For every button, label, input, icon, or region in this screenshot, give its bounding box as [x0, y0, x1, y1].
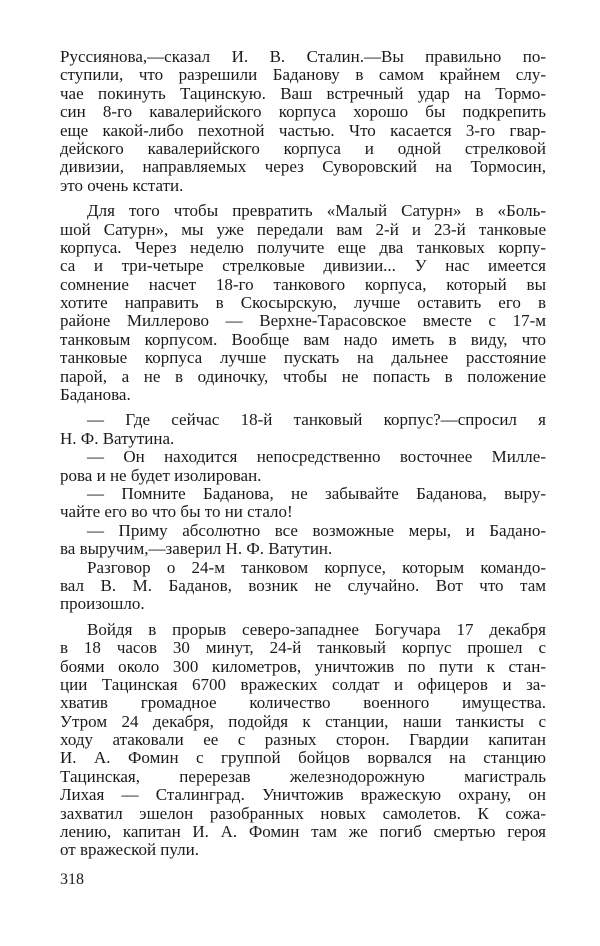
- page-number: 318: [60, 871, 84, 888]
- text-line: еще какой-либо пехотной частью. Что касается 3-го гвар-: [60, 120, 546, 140]
- paragraph: [60, 411, 546, 448]
- text-line: это очень кстати.: [60, 175, 184, 195]
- text-line: Баданова.: [60, 385, 131, 405]
- text-line: шой Сатурн», мы уже передали вам 2-й и 23-й танковые: [60, 219, 546, 239]
- paragraph: [60, 448, 546, 485]
- text-line: — Помните Баданова, не забывайте Баданова, выру-: [87, 483, 546, 503]
- text-line: районе Миллерово — Верхне-Тарасовское вместе с 17-м: [60, 311, 546, 331]
- text-line: хватив громадное количество военного имущества.: [60, 693, 546, 713]
- text-line: Разговор о 24-м танковом корпусе, которым командо-: [87, 557, 546, 577]
- text-line: танковые корпуса лучше пускать на дальнее расстояние: [60, 348, 546, 368]
- text-line: Войдя в прорыв северо-западнее Богучара 17 декабря: [87, 619, 546, 639]
- text-line: са и три-четыре стрелковые дивизии... У нас имеется: [60, 256, 546, 276]
- text-line: ступили, что разрешили Баданову в самом крайнем слу-: [60, 65, 546, 85]
- text-line: чайте его во что бы то ни стало!: [60, 502, 293, 522]
- text-line: парой, а не в одиночку, чтобы не попасть в положение: [60, 366, 546, 386]
- text-line: хотите направить в Скосырскую, лучше оставить его в: [60, 293, 546, 313]
- text-line: ва выручим,—заверил Н. Ф. Ватутин.: [60, 539, 333, 559]
- text-line: захватил эшелон разобранных новых самолетов. К сожа-: [60, 803, 546, 823]
- text-line: сомнение насчет 18-го танкового корпуса, который вы: [60, 274, 546, 294]
- text-line: — Он находится непосредственно восточнее Милле-: [87, 447, 546, 467]
- paragraph: [60, 202, 546, 404]
- text-line: И. А. Фомин с группой бойцов ворвался на станцию: [60, 748, 546, 768]
- text-line: — Где сейчас 18-й танковый корпус?—спросил я: [87, 410, 546, 430]
- text-line: Для того чтобы превратить «Малый Сатурн» в «Боль-: [87, 201, 546, 221]
- page-body: [60, 48, 546, 860]
- text-line: — Приму абсолютно все возможные меры, и Бадано-: [87, 520, 546, 540]
- text-line: син 8-го кавалерийского корпуса хорошо бы подкрепить: [60, 102, 546, 122]
- text-line: Н. Ф. Ватутина.: [60, 428, 175, 448]
- text-line: ции Тацинская 6700 вражеских солдат и офицеров и за-: [60, 674, 546, 694]
- paragraph: [60, 559, 546, 614]
- paragraph: [60, 522, 546, 559]
- paragraph: [60, 621, 546, 860]
- text-line: Утром 24 декабря, подойдя к станции, наши танкисты с: [60, 711, 546, 731]
- text-line: в 18 часов 30 минут, 24-й танковый корпус прошел с: [60, 638, 546, 658]
- paragraph: [60, 48, 546, 195]
- text-line: вал В. М. Баданов, возник не случайно. Вот что там: [60, 575, 546, 595]
- text-line: Тацинская, перерезав железнодорожную магистраль: [60, 766, 546, 786]
- text-line: боями около 300 километров, уничтожив по пути к стан-: [60, 656, 546, 676]
- text-line: чае покинуть Тацинскую. Ваш встречный удар на Тормо-: [60, 83, 546, 103]
- text-line: лению, капитан И. А. Фомин там же погиб смертью героя: [60, 822, 546, 842]
- text-line: танковым корпусом. Вообще вам надо иметь в виду, что: [60, 329, 546, 349]
- text-line: дейского кавалерийского корпуса и одной стрелковой: [60, 138, 546, 158]
- text-line: произошло.: [60, 594, 145, 614]
- text-line: от вражеской пули.: [60, 840, 199, 860]
- text-line: Руссиянова,—сказал И. В. Сталин.—Вы правильно по-: [60, 47, 546, 66]
- paragraph: [60, 485, 546, 522]
- text-line: ходу атаковали ее с разных сторон. Гвардии капитан: [60, 730, 546, 750]
- text-line: дивизии, направляемых через Суворовский на Тормосин,: [60, 157, 546, 177]
- text-line: корпуса. Через неделю получите еще два танковых корпу-: [60, 237, 546, 257]
- text-line: Лихая — Сталинград. Уничтожив вражескую охрану, он: [60, 785, 546, 805]
- text-line: рова и не будет изолирован.: [60, 465, 262, 485]
